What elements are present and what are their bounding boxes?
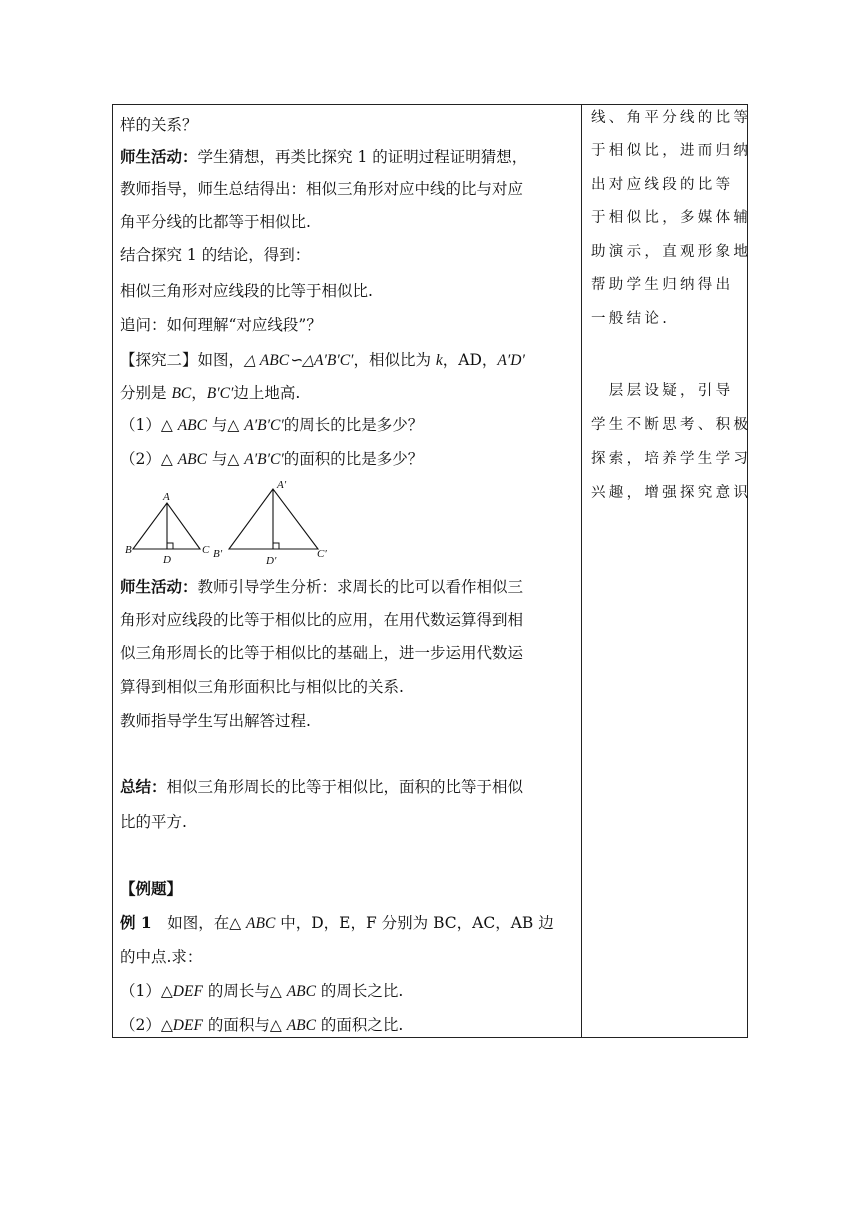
text-line: 追问：如何理解“对应线段”？ [120,316,322,334]
lesson-table [112,104,752,1038]
figure-label: D′ [266,555,277,567]
figure-label: D [163,554,171,566]
text-line: 教师指导学生写出解答过程. [120,712,311,730]
figure-label: B [125,544,132,556]
text-line: 教师指导，师生总结得出：相似三角形对应中线的比与对应 [120,180,524,198]
note-line: 探索，培养学生学习 [591,451,752,467]
text-line: 分别是 BC，B′C′边上地高. [120,384,301,402]
figure-label: A′ [277,479,287,491]
figure-label: B′ [213,548,223,560]
note-line: 学生不断思考、积极 [591,417,752,433]
text-line: 比的平方. [120,813,187,831]
text-line: 算得到相似三角形面积比与相似比的关系. [120,678,404,696]
text-line: 似三角形周长的比等于相似比的基础上，进一步运用代数运 [120,644,524,662]
section-heading: 【例题】 [120,879,183,898]
text-line: 的中点.求： [120,948,203,966]
note-line: 于相似比，多媒体辅 [591,210,752,226]
note-line: 层层设疑，引导 [591,383,734,399]
text-line: 师生活动：教师引导学生分析：求周长的比可以看作相似三 [120,577,524,596]
figure-label: A [163,491,170,503]
text-line: 角形对应线段的比等于相似比的应用，在用代数运算得到相 [120,611,524,629]
question-1: （1）△ ABC 与△ A′B′C′的周长的比是多少？ [120,416,424,434]
note-line: 线、角平分线的比等 [591,110,752,126]
text-line: 结合探究 1 的结论，得到： [120,246,311,264]
figure-label: C′ [317,548,327,560]
note-line: 于相似比，进而归纳 [591,143,752,159]
figure-label: C [202,544,210,556]
triangle-a-prime [229,489,318,549]
text-line: 师生活动：学生猜想，再类比探究 1 的证明过程证明猜想， [120,147,528,166]
note-line: 帮助学生归纳得出 [591,277,734,293]
note-line: 助演示，直观形象地 [591,244,752,260]
similar-triangles-figure [125,479,345,571]
text-line: 样的关系？ [120,116,198,134]
note-line: 一般结论. [591,311,671,327]
example-question-1: （1）△DEF 的周长与△ ABC 的周长之比. [120,982,404,1000]
example-line: 例 1 如图，在△ ABC 中，D，E，F 分别为 BC，AC，AB 边 [120,913,554,932]
column-divider [581,105,582,1037]
note-line: 出对应线段的比等 [591,177,734,193]
note-line: 兴趣，增强探究意识 [591,485,752,501]
question-2: （2）△ ABC 与△ A′B′C′的面积的比是多少？ [120,450,424,468]
example-question-2: （2）△DEF 的面积与△ ABC 的面积之比. [120,1016,404,1034]
text-line: 【探究二】如图，△ ABC∽△A′B′C′，相似比为 k，AD，A′D′ [120,351,525,369]
text-line: 角平分线的比都等于相似比. [120,213,311,231]
triangle-abc [133,503,200,549]
text-line: 相似三角形对应线段的比等于相似比. [120,282,373,300]
summary-line: 总结：相似三角形周长的比等于相似比，面积的比等于相似 [120,777,524,796]
